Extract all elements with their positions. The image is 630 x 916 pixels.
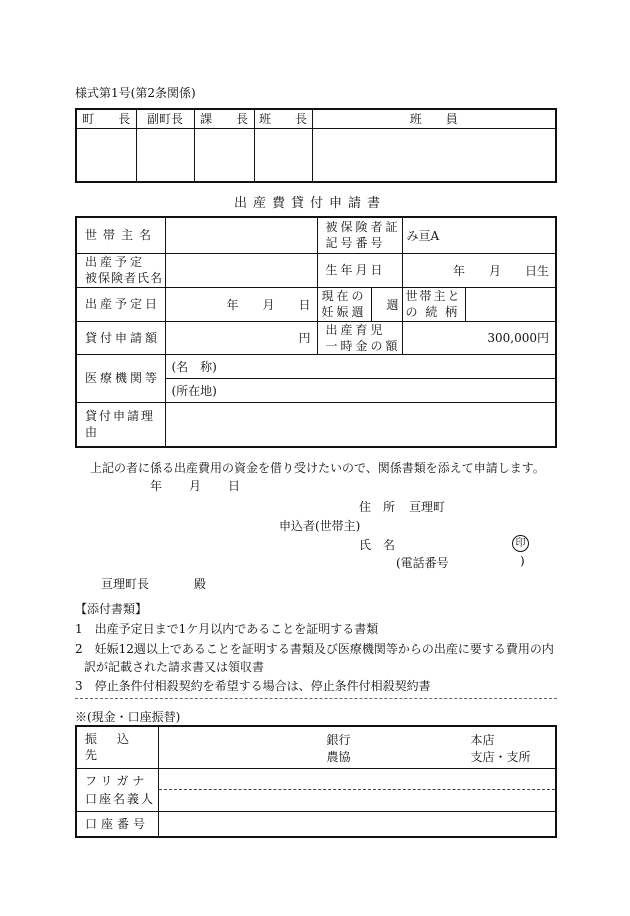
dashed-separator bbox=[75, 698, 557, 699]
transfer-label: 振 込 先 bbox=[76, 726, 158, 768]
insured-card-label: 被保険者証 記号番号 bbox=[317, 217, 402, 253]
loan-reason-field[interactable] bbox=[165, 402, 556, 447]
birthdate-label: 生年月日 bbox=[317, 253, 402, 287]
header-team-leader: 班 長 bbox=[254, 109, 312, 128]
attachment-item-2: 2 妊娠12週以上であることを証明する書類及び医療機関等からの出産に要する費用の内 bbox=[75, 642, 554, 656]
attachments-heading: 【添付書類】 bbox=[75, 602, 148, 616]
header-section-chief: 課 長 bbox=[194, 109, 254, 128]
header-deputy-mayor: 副町長 bbox=[136, 109, 194, 128]
bank-text: 銀行 bbox=[326, 733, 351, 747]
current-weeks-field[interactable]: 週 bbox=[371, 287, 402, 321]
due-date-label: 出産予定日 bbox=[76, 287, 165, 321]
bank-table bbox=[75, 725, 557, 838]
header-team-member: 班 員 bbox=[312, 109, 556, 128]
stamp-box-town-mayor[interactable] bbox=[76, 128, 136, 182]
expected-insured-name-field[interactable] bbox=[165, 253, 317, 287]
furigana-input[interactable] bbox=[159, 769, 556, 790]
seal-mark-icon: 印 bbox=[512, 535, 529, 552]
stamp-box-team-leader[interactable] bbox=[254, 128, 312, 182]
form-number: 様式第1号(第2条関係) bbox=[75, 86, 196, 100]
loan-amount-label: 貸付申請額 bbox=[76, 321, 165, 354]
transfer-field[interactable] bbox=[158, 726, 556, 768]
medical-address-field[interactable]: (所在地) bbox=[165, 378, 556, 402]
application-table bbox=[75, 216, 557, 448]
account-number-label: 口座番号 bbox=[76, 811, 158, 837]
name-label: 氏 名 bbox=[359, 538, 396, 552]
account-holder-label: フリガナ 口座名義人 bbox=[76, 768, 158, 811]
form-title: 出産費貸付申請書 bbox=[234, 196, 387, 211]
birthdate-field[interactable]: 年 月 日生 bbox=[402, 253, 556, 287]
address-value[interactable]: 亘理町 bbox=[409, 500, 446, 514]
account-number-field[interactable] bbox=[158, 811, 556, 837]
stamp-box-deputy-mayor[interactable] bbox=[136, 128, 194, 182]
bank-note: ※(現金・口座振替) bbox=[75, 710, 181, 724]
stamp-box-team-member[interactable] bbox=[312, 128, 556, 182]
coop-text: 農協 bbox=[326, 750, 351, 764]
current-weeks-label: 現在の 妊娠週 bbox=[317, 287, 371, 321]
holder-name-input[interactable] bbox=[159, 790, 556, 811]
relation-field[interactable] bbox=[465, 287, 556, 321]
household-head-field[interactable] bbox=[165, 217, 317, 253]
relation-label: 世帯主と の 続 柄 bbox=[402, 287, 465, 321]
lump-sum-field: 300,000円 bbox=[402, 321, 556, 354]
address-label: 住 所 bbox=[359, 500, 396, 514]
applicant-label: 申込者(世帯主) bbox=[279, 519, 361, 533]
honorific: 殿 bbox=[194, 577, 207, 591]
header-town-mayor: 町 長 bbox=[76, 109, 136, 128]
medical-institution-label: 医療機関等 bbox=[76, 354, 165, 402]
phone-label: (電話番号 bbox=[396, 556, 449, 570]
account-holder-field[interactable] bbox=[158, 768, 556, 811]
date-line: 年 月 日 bbox=[150, 479, 242, 493]
loan-amount-field[interactable]: 円 bbox=[165, 321, 317, 354]
loan-reason-label: 貸付申請理由 bbox=[76, 402, 165, 447]
addressee: 亘理町長 bbox=[101, 577, 150, 591]
medical-name-field[interactable]: (名 称) bbox=[165, 354, 556, 378]
expected-insured-label: 出産予定 被保険者氏名 bbox=[76, 253, 165, 287]
main-branch-text: 本店 bbox=[470, 733, 495, 747]
insured-card-field[interactable]: み亘A bbox=[402, 217, 556, 253]
phone-close: ) bbox=[520, 554, 525, 568]
attachment-item-3: 3 停止条件付相殺契約を希望する場合は、停止条件付相殺契約書 bbox=[75, 679, 431, 693]
statement-text: 上記の者に係る出産費用の資金を借り受けたいので、関係書類を添えて申請します。 bbox=[90, 461, 545, 475]
attachment-item-2-cont: 訳が記載された請求書又は領収書 bbox=[84, 660, 265, 674]
approval-table bbox=[75, 108, 557, 183]
lump-sum-label: 出産育児 一時金の額 bbox=[317, 321, 402, 354]
attachment-item-1: 1 出産予定日まで1ケ月以内であることを証明する書類 bbox=[75, 622, 379, 636]
household-head-label: 世帯主名 bbox=[76, 217, 165, 253]
branch-text: 支店・支所 bbox=[470, 750, 531, 764]
due-date-field[interactable]: 年 月 日 bbox=[165, 287, 317, 321]
stamp-box-section-chief[interactable] bbox=[194, 128, 254, 182]
